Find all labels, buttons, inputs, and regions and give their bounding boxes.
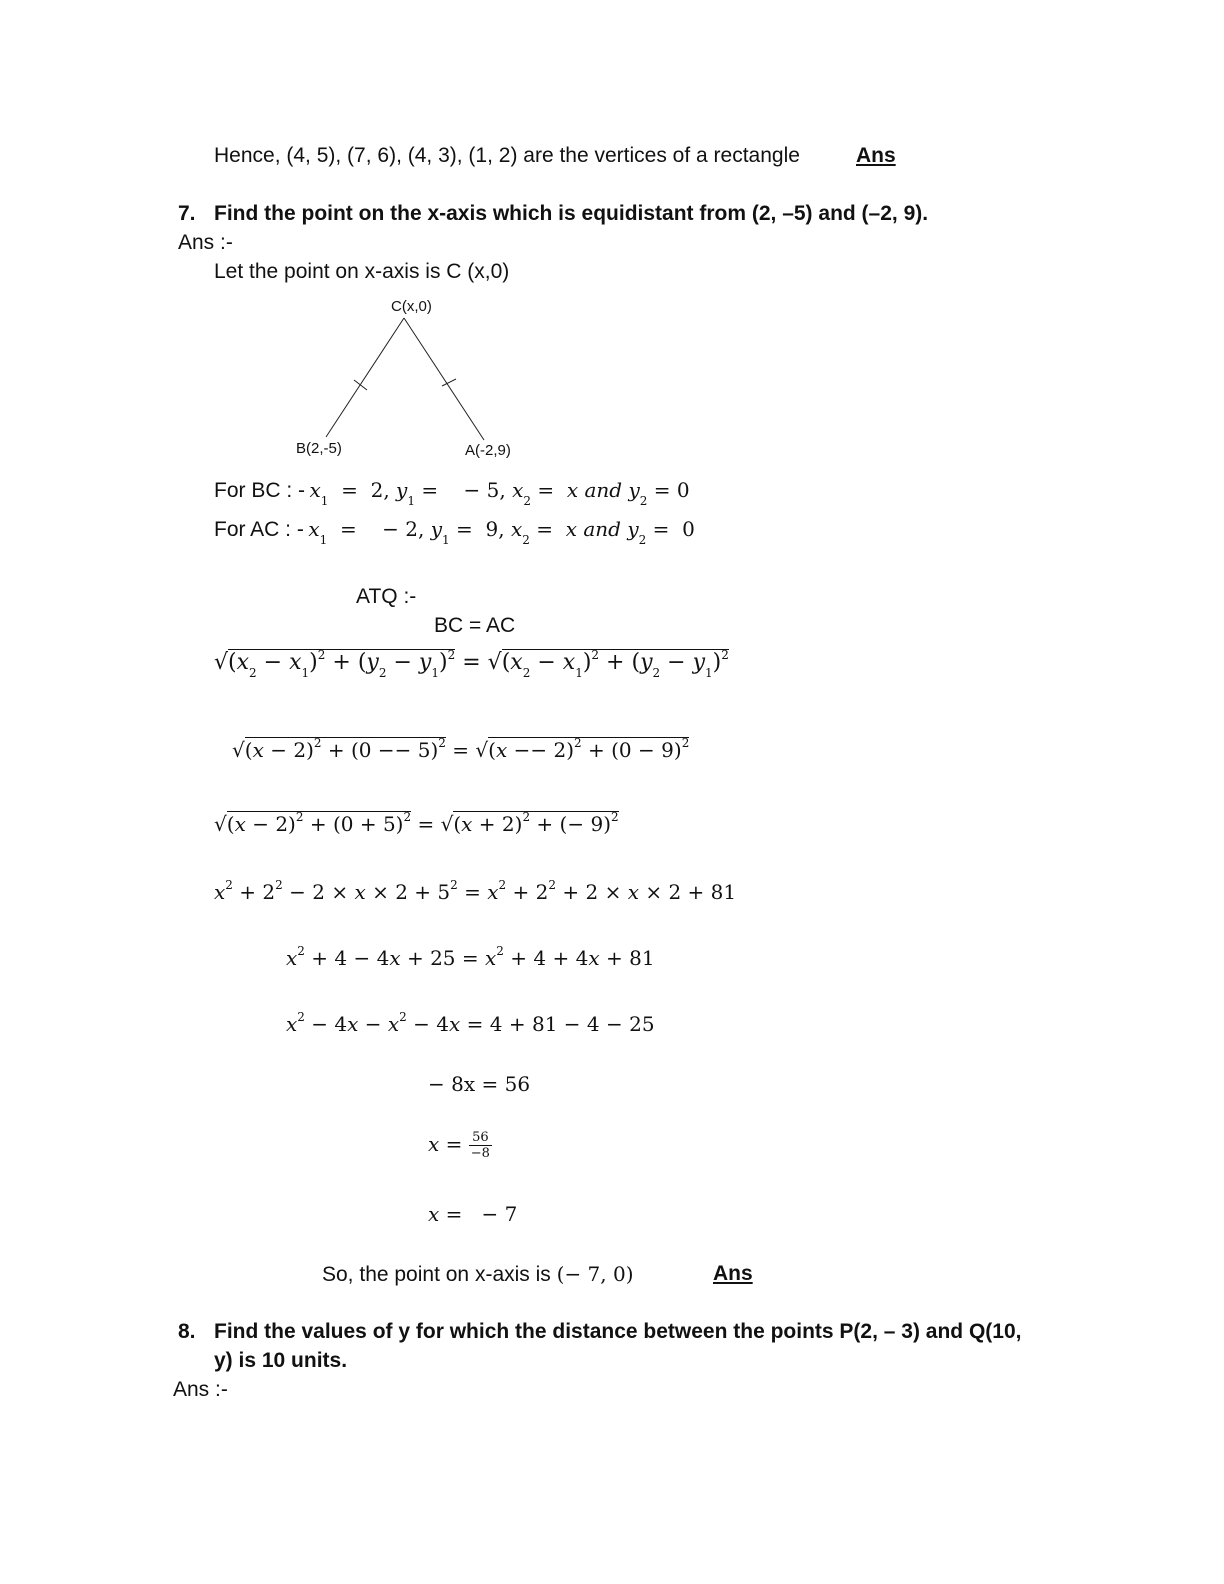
label-a: A(-2,9) xyxy=(465,442,511,459)
expanded-equation: $x^2 + 4 - 4x + 25 = x^2 + 4 + 4x + 81$ xyxy=(286,944,655,970)
atq-label: ATQ :- xyxy=(356,585,417,608)
conclusion-point: (− 7, 0) xyxy=(556,1262,634,1286)
q7-ans-label-final: Ans xyxy=(713,1262,753,1285)
label-c: C(x,0) xyxy=(391,298,432,315)
distance-formula-equation: $√(x_2 - x_1)^2 + (y_2 - y_1)^2 = √(x_2 - x_1)^2 + (y_2 - y_1)^2$ xyxy=(214,648,729,680)
q7-intro: Let the point on x-axis is C (x,0) xyxy=(214,260,510,283)
prev-ans-label: Ans xyxy=(856,144,896,167)
for-bc-values: $x_1 = 2$, $y_1$ = − 5, $x_2 = x$ and $y_2 = 0$ xyxy=(309,478,690,508)
segment-cb xyxy=(326,318,404,437)
for-bc-row xyxy=(214,478,690,508)
fraction: $\frac{56}{-8}$ xyxy=(470,1130,490,1161)
for-ac-label: For AC : - xyxy=(214,518,304,541)
q8-question-line1: Find the values of y for which the distance between the points P(2, – 3) and Q(10, xyxy=(214,1320,1022,1343)
x-fraction-equation: x = $\frac{56}{-8}$ xyxy=(428,1130,490,1161)
segment-ca xyxy=(404,318,484,440)
q7-conclusion: So, the point on x-axis is (− 7, 0) xyxy=(322,1262,634,1286)
q7-question: Find the point on the x-axis which is equidistant from (2, –5) and (–2, 9). xyxy=(214,202,929,225)
q8-ans-label: Ans :- xyxy=(173,1378,228,1401)
simplified-equation: $√(x - 2)^2 + (0 + 5)^2 = √(x + 2)^2$ + (− 9)$^2$ xyxy=(214,810,619,836)
q7-ans-label: Ans :- xyxy=(178,231,233,254)
expansion-equation: $x^2 + 2^2 - 2 \times x \times 2 + 5^2 = x^2 + 2^2 + 2 \times x \times 2 + 81$ xyxy=(214,878,737,904)
for-ac-row xyxy=(214,517,695,547)
bc-equals-ac: BC = AC xyxy=(434,614,516,637)
rearranged-equation: $x^2 - 4x - x^2 - 4x = 4 + 81 - 4 - 25$ xyxy=(286,1010,655,1036)
minus-8x-equation: − 8x = 56 xyxy=(428,1072,531,1096)
x-result-equation: x = − 7 xyxy=(428,1202,518,1226)
q8-question-line2: y) is 10 units. xyxy=(214,1349,348,1372)
for-bc-label: For BC : - xyxy=(214,479,306,502)
q7-number: 7. xyxy=(178,202,196,225)
tick-mark-cb xyxy=(354,380,367,390)
substitution-equation: $√(x - 2)^2 + (0 -- 5)^2 = √(x -- 2)^2 + (0 - 9)^2$ xyxy=(232,736,690,762)
q8-number: 8. xyxy=(178,1320,196,1343)
for-ac-values: $x_1$ = − 2, $y_1 = 9$, $x_2 = x$ and $y_2 = 0$ xyxy=(308,517,695,547)
prev-conclusion-text: Hence, (4, 5), (7, 6), (4, 3), (1, 2) are the vertices of a rectangle xyxy=(214,144,800,167)
label-b: B(2,-5) xyxy=(296,440,342,457)
